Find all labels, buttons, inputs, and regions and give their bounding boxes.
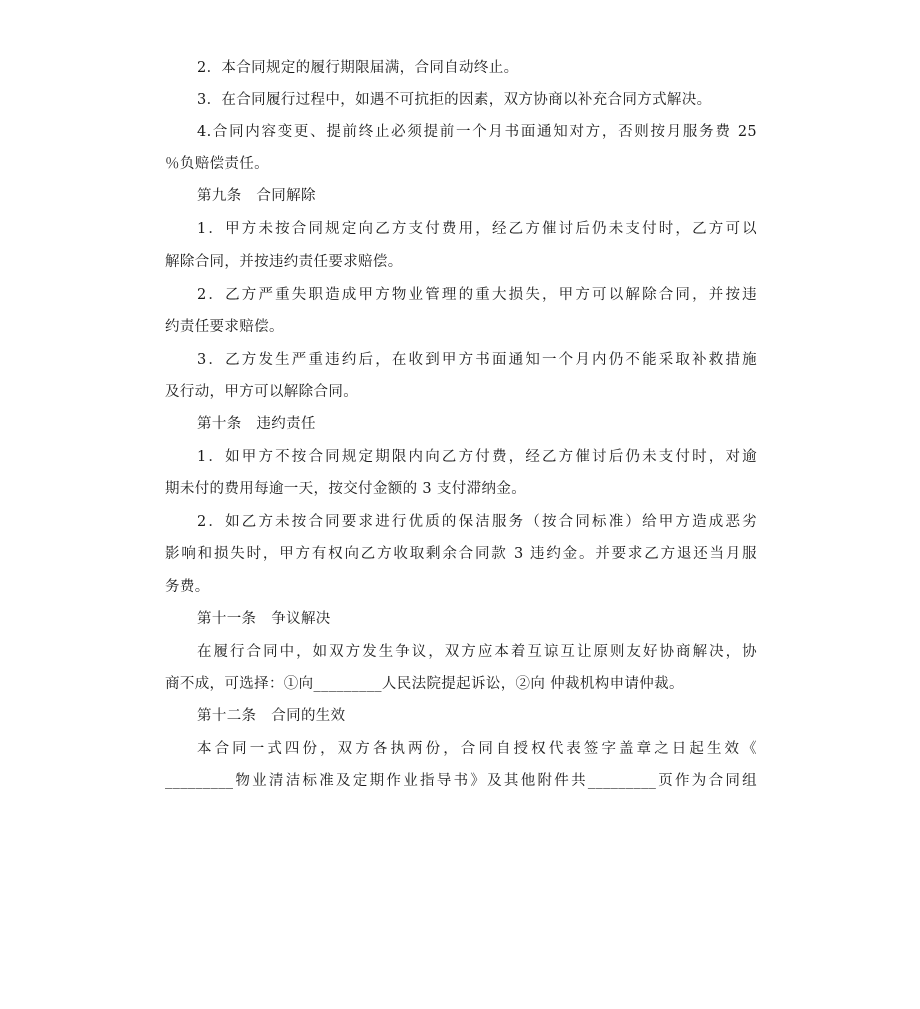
text-line-14: 期未付的费用每逾一天，按交付金额的 3 支付滞纳金。 bbox=[165, 481, 527, 497]
text-line-15: 2．如乙方未按合同要求进行优质的保洁服务（按合同标准）给甲方造成恶劣 bbox=[197, 514, 757, 530]
text-line-2: 3．在合同履行过程中，如遇不可抗拒的因素，双方协商以补充合同方式解决。 bbox=[197, 92, 712, 108]
text-line-20: 商不成，可选择：①向_________人民法院提起诉讼，②向 仲裁机构申请仲裁。 bbox=[165, 676, 684, 692]
text-line-1: 2．本合同规定的履行期限届满，合同自动终止。 bbox=[197, 60, 519, 76]
section-heading-10: 第十条 违约责任 bbox=[197, 416, 316, 432]
text-line-9: 约责任要求赔偿。 bbox=[165, 319, 284, 335]
text-line-11: 及行动，甲方可以解除合同。 bbox=[165, 384, 359, 400]
section-heading-12: 第十二条 合同的生效 bbox=[197, 708, 346, 724]
text-line-23: _________物业清洁标准及定期作业指导书》及其他附件共_________页作为合同组 bbox=[165, 773, 757, 789]
text-line-4: ％负赔偿责任。 bbox=[165, 156, 269, 172]
section-heading-11: 第十一条 争议解决 bbox=[197, 611, 331, 627]
text-line-19: 在履行合同中，如双方发生争议，双方应本着互谅互让原则友好协商解决，协 bbox=[197, 644, 757, 660]
text-line-3: 4.合同内容变更、提前终止必须提前一个月书面通知对方，否则按月服务费 25 bbox=[197, 124, 757, 140]
text-line-16: 影响和损失时，甲方有权向乙方收取剩余合同款 3 违约金。并要求乙方退还当月服 bbox=[165, 546, 757, 562]
text-line-6: 1．甲方未按合同规定向乙方支付费用，经乙方催讨后仍未支付时，乙方可以 bbox=[197, 221, 757, 237]
text-line-17: 务费。 bbox=[165, 579, 210, 595]
text-line-8: 2．乙方严重失职造成甲方物业管理的重大损失，甲方可以解除合同，并按违 bbox=[197, 287, 757, 303]
text-line-13: 1．如甲方不按合同规定期限内向乙方付费，经乙方催讨后仍未支付时，对逾 bbox=[197, 449, 757, 465]
section-heading-9: 第九条 合同解除 bbox=[197, 188, 316, 204]
text-line-22: 本合同一式四份，双方各执两份，合同自授权代表签字盖章之日起生效《 bbox=[197, 741, 757, 757]
text-line-10: 3．乙方发生严重违约后，在收到甲方书面通知一个月内仍不能采取补救措施 bbox=[197, 352, 757, 368]
text-line-7: 解除合同，并按违约责任要求赔偿。 bbox=[165, 254, 403, 270]
